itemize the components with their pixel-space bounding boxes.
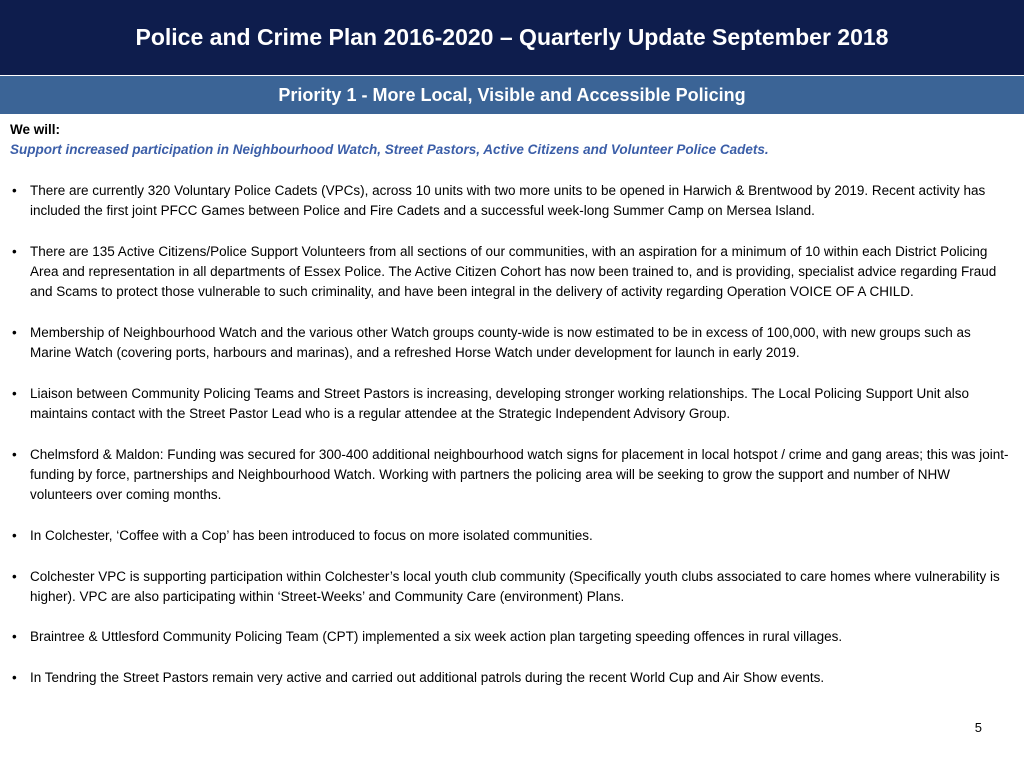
bullet-item-cadets: • There are currently 320 Voluntary Police Cadets (VPCs), across 10 units with two more units to be opened in Harwich & Brentwood by 2019. Recent activity has included the first joint PFCC Games between Police and Fire Cadets and a successful week-long Summer Camp on Mersea Island.	[10, 181, 1010, 222]
title-bar	[0, 0, 1024, 75]
page-number: 5	[974, 720, 982, 735]
bullet-item-tendring: • In Tendring the Street Pastors remain very active and carried out additional patrols during the recent World Cup and Air Show events.	[10, 668, 1010, 688]
subtitle-bar	[0, 76, 1024, 114]
priority-subtitle: Priority 1 - More Local, Visible and Accessible Policing	[278, 84, 746, 105]
bullet-list	[10, 181, 1010, 688]
bullet-item-coffee-with-a-cop: • In Colchester, ‘Coffee with a Cop’ has been introduced to focus on more isolated communities.	[10, 526, 1010, 546]
we-will-label: We will:	[10, 122, 61, 137]
intro-statement: Support increased participation in Neighbourhood Watch, Street Pastors, Active Citizens and Volunteer Police Cadets.	[10, 142, 769, 158]
bullet-item-active-citizens: • There are 135 Active Citizens/Police Support Volunteers from all sections of our communities, with an aspiration for a minimum of 10 within each District Policing Area and representation in all departments of Essex Police. The Active Citizen Cohort has now been trained to, and is providing, specialist advice regarding Fraud and Scams to protect those vulnerable to such criminality, and have been integral in the delivery of activity regarding Operation VOICE OF A CHILD.	[10, 242, 1010, 303]
bullet-item-neighbourhood-watch: • Membership of Neighbourhood Watch and the various other Watch groups county-wide is now estimated to be in excess of 100,000, with new groups such as Marine Watch (covering ports, harbours and marinas), and a refreshed Horse Watch under development for launch in early 2019.	[10, 323, 1010, 364]
bullet-item-braintree-uttlesford: • Braintree & Uttlesford Community Policing Team (CPT) implemented a six week action plan targeting speeding offences in rural villages.	[10, 627, 1010, 647]
page-title: Police and Crime Plan 2016-2020 – Quarterly Update September 2018	[135, 24, 889, 50]
bullet-item-colchester-vpc: • Colchester VPC is supporting participation within Colchester’s local youth club community (Specifically youth clubs associated to care homes where vulnerability is higher). VPC are also participating within ‘Street-Weeks’ and Community Care (environment) Plans.	[10, 567, 1010, 608]
slide-content	[10, 120, 1010, 688]
bullet-item-chelmsford-maldon: • Chelmsford & Maldon: Funding was secured for 300-400 additional neighbourhood watch signs for placement in local hotspot / crime and gang areas; this was joint-funding by force, partnerships and Neighbourhood Watch. Working with partners the policing area will be seeking to grow the support and number of NHW volunteers over coming months.	[10, 445, 1010, 506]
bullet-item-street-pastors: • Liaison between Community Policing Teams and Street Pastors is increasing, developing stronger working relationships. The Local Policing Support Unit also maintains contact with the Street Pastor Lead who is a regular attendee at the Strategic Independent Advisory Group.	[10, 384, 1010, 425]
